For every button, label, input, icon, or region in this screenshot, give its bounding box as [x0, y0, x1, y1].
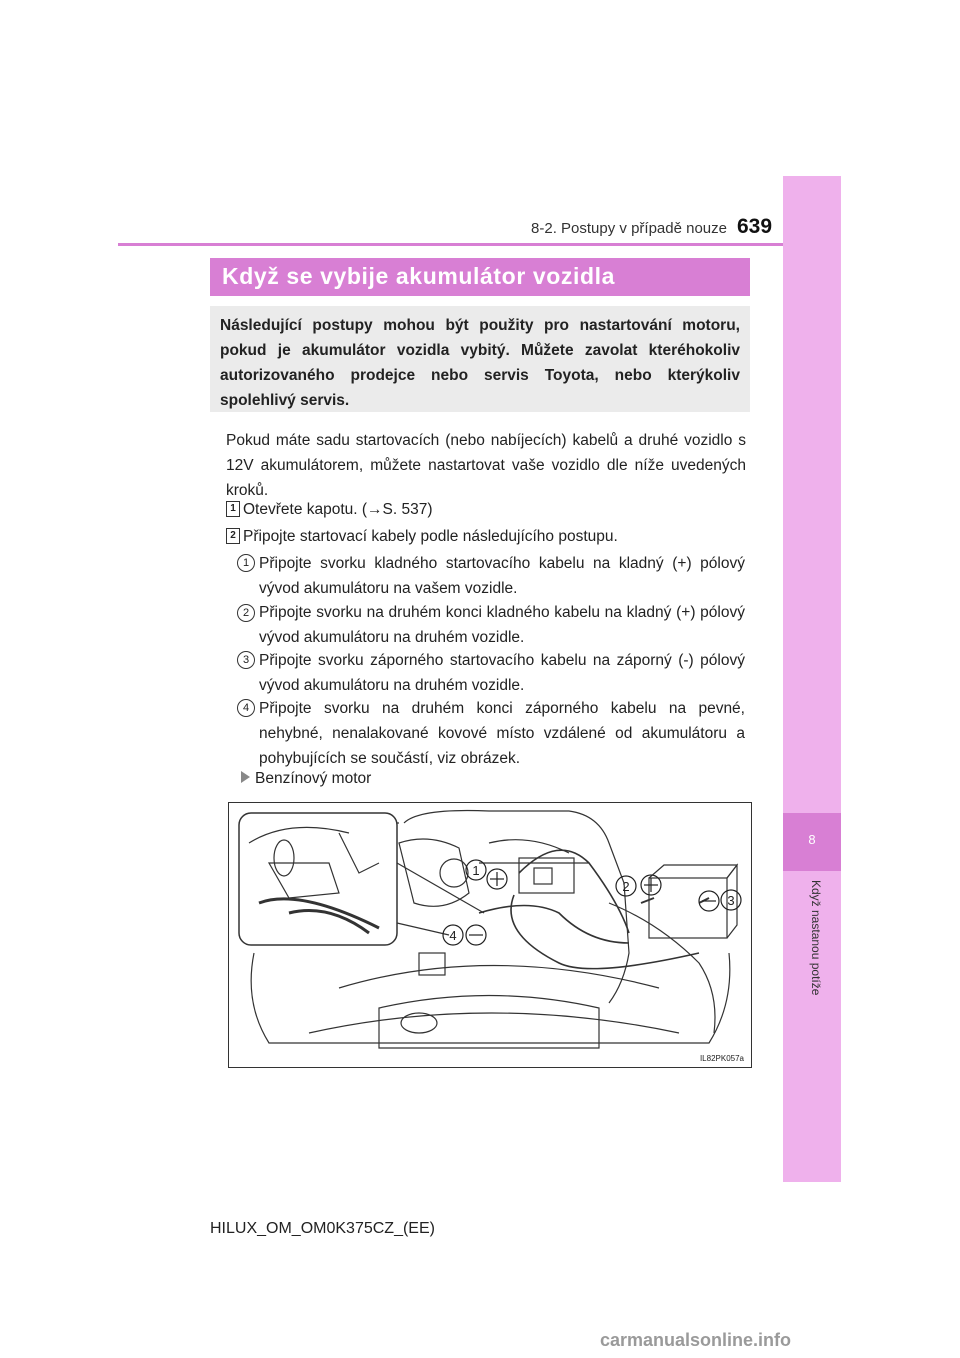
substep-number-4: 4	[237, 699, 255, 717]
substep-text-4: Připojte svorku na druhém konci záporného kabelu na pevné, nehybné, nenalakované kovové místo vzdálené od akumulátoru a pohybujících se součástí, viz obrázek.	[259, 700, 745, 767]
document-footer: HILUX_OM_OM0K375CZ_(EE)	[210, 1220, 435, 1237]
substep-text-2: Připojte svorku na druhém konci kladného kabelu na kladný (+) pólový vývod akumulátoru na druhém vozidle.	[259, 604, 745, 646]
callout-3: 3	[727, 893, 735, 908]
section-reference: 8-2. Postupy v případě nouze	[531, 220, 727, 237]
chapter-title: Když nastanou potíže	[809, 880, 823, 996]
step-number-1: 1	[226, 501, 240, 517]
substep-number-3: 3	[237, 651, 255, 669]
engine-bay-illustration	[229, 803, 751, 1067]
substep-text-1: Připojte svorku kladného startovacího kabelu na kladný (+) pólový vývod akumulátoru na vašem vozidle.	[259, 555, 745, 597]
watermark: carmanualsonline.info	[600, 1330, 792, 1350]
diagram-code: IL82PK057a	[699, 1054, 744, 1063]
callout-1: 1	[472, 863, 480, 878]
header-divider	[118, 243, 783, 246]
page-title: Když se vybije akumulátor vozidla	[222, 263, 616, 289]
callout-2: 2	[622, 879, 630, 894]
substep-number-1: 1	[237, 554, 255, 572]
chapter-number: 8	[808, 832, 816, 847]
substep-text-3: Připojte svorku záporného startovacího kabelu na záporný (-) pólový vývod akumulátoru na druhém vozidle.	[259, 652, 745, 694]
substep-number-2: 2	[237, 604, 255, 622]
jump-start-diagram	[228, 802, 752, 1068]
body-paragraph: Pokud máte sadu startovacích (nebo nabíjecích) kabelů a druhé vozidlo s 12V akumulátorem, můžete nastartovat vaše vozidlo dle níže uvedených kroků.	[226, 432, 746, 499]
step-text-1: Otevřete kapotu. (→S. 537)	[243, 501, 433, 518]
step-text-2: Připojte startovací kabely podle následujícího postupu.	[243, 528, 618, 545]
engine-label: Benzínový motor	[255, 770, 372, 787]
page-number: 639	[737, 215, 773, 238]
callout-4: 4	[449, 928, 457, 943]
triangle-bullet-icon	[241, 771, 250, 783]
step-number-2: 2	[226, 528, 240, 544]
intro-text: Následující postupy mohou být použity pro nastartování motoru, pokud je akumulátor vozidla vybitý. Můžete zavolat kteréhokoliv autorizovaného prodejce nebo servis Toyota, nebo kterýkoliv spolehlivý servis.	[220, 317, 740, 409]
